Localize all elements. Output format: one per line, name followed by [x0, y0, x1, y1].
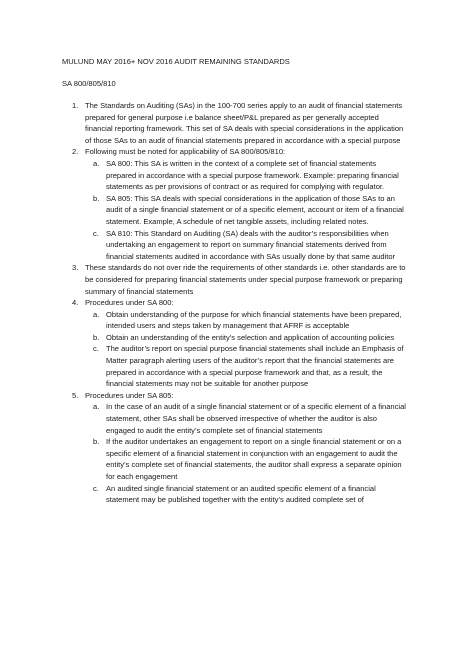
list-item-number: 2.: [72, 147, 79, 157]
sub-list-text: In the case of an audit of a single financial statement or of a specific element of a financial statement, other SAs shall be observed irrespective of whether the auditor is also engaged to audit the entity’s complete set of financial statements: [106, 402, 406, 435]
list-item-text: These standards do not over ride the requirements of other standards i.e. other standards are to be considered for preparing financial statements under special purpose framework or preparing summary of financial statements: [85, 263, 406, 296]
list-item: [62, 297, 407, 390]
sub-list-item: [85, 332, 407, 344]
list-item-number: 1.: [72, 101, 79, 110]
document-subtitle: SA 800/805/810: [62, 79, 116, 88]
list-item-number: 3.: [72, 263, 79, 273]
sub-list-marker: b.: [93, 193, 100, 203]
sub-list-marker: b.: [93, 332, 100, 342]
sub-list-marker: c.: [93, 344, 99, 354]
sub-list-text: An audited single financial statement or an audited specific element of a financial statement may be published together with the entity’s audited complete set of: [106, 483, 376, 505]
sub-list-item: [85, 158, 407, 193]
list-item: [62, 390, 407, 506]
sub-list-marker: a.: [93, 158, 100, 168]
list-item: [62, 146, 407, 262]
list-item-text: Following must be noted for applicability of SA 800/805/810:: [85, 147, 286, 157]
sub-list-text: If the auditor undertakes an engagement to report on a single financial statement or on a specific element of a financial statement in conjunction with an engagement to audit the entity’s complete set of financial statements, the auditor shall express a separate opinion for each engagement: [106, 437, 402, 481]
sub-list-item: [85, 343, 407, 389]
sub-list-item: [85, 309, 407, 332]
sub-list-item: [85, 193, 407, 228]
list-item-number: 5.: [72, 390, 79, 400]
list-item: [62, 262, 407, 297]
sub-list: [85, 309, 407, 390]
list-item-text: Procedures under SA 800:: [85, 298, 174, 308]
sub-list-text: Obtain an understanding of the entity’s selection and application of accounting policies: [106, 332, 395, 342]
list-item: [62, 100, 407, 146]
sub-list-text: Obtain understanding of the purpose for which financial statements have been prepared, intended users and steps taken by management that AFRF is acceptable: [106, 309, 402, 331]
sub-list-item: [85, 483, 407, 506]
sub-list-text: SA 800: This SA is written in the context of a complete set of financial statements prepared in accordance with a special purpose framework. Example: preparing financial statements as per provisions of contract or as required for complying with regulator.: [106, 158, 399, 192]
sub-list: [85, 401, 407, 505]
sub-list-text: SA 805: This SA deals with special considerations in the application of those SAs to an audit of a single financial statement or of a specific element, account or item of a financial statement. Example, A schedule of net tangible assets, including related notes.: [106, 193, 404, 226]
sub-list-text: The auditor’s report on special purpose financial statements shall include an Emphasis of Matter paragraph alerting users of the auditor’s report that the financial statements are prepared in accordance with a special purpose framework and that, as a result, the financial statements may not be suitable for another purpose: [106, 344, 404, 389]
sub-list-marker: b.: [93, 437, 100, 447]
sub-list-marker: c.: [93, 483, 99, 493]
sub-list-item: [85, 228, 407, 263]
sub-list-marker: a.: [93, 402, 100, 412]
sub-list-marker: c.: [93, 228, 99, 238]
numbered-list: [62, 100, 407, 506]
sub-list: [85, 158, 407, 262]
sub-list-item: [85, 401, 407, 436]
document-title: MULUND MAY 2016+ NOV 2016 AUDIT REMAINING STANDARDS: [62, 57, 290, 66]
list-item-number: 4.: [72, 298, 79, 308]
list-item-text: The Standards on Auditing (SAs) in the 100-700 series apply to an audit of financial statements prepared for general purpose i.e balance sheet/P&L prepared as per generally accepted financial reporting framework. This set of SA deals with special considerations in the application of those SAs to an audit of financial statements prepared in accordance with a special purpose: [85, 101, 404, 145]
list-item-text: Procedures under SA 805:: [85, 390, 174, 400]
sub-list-item: [85, 436, 407, 482]
sub-list-text: SA 810: This Standard on Auditing (SA) deals with the auditor’s responsibilities when undertaking an engagement to report on summary financial statements derived from financial statements audited in accordance with SAs usually done by that same auditor: [106, 228, 396, 261]
sub-list-marker: a.: [93, 309, 100, 319]
